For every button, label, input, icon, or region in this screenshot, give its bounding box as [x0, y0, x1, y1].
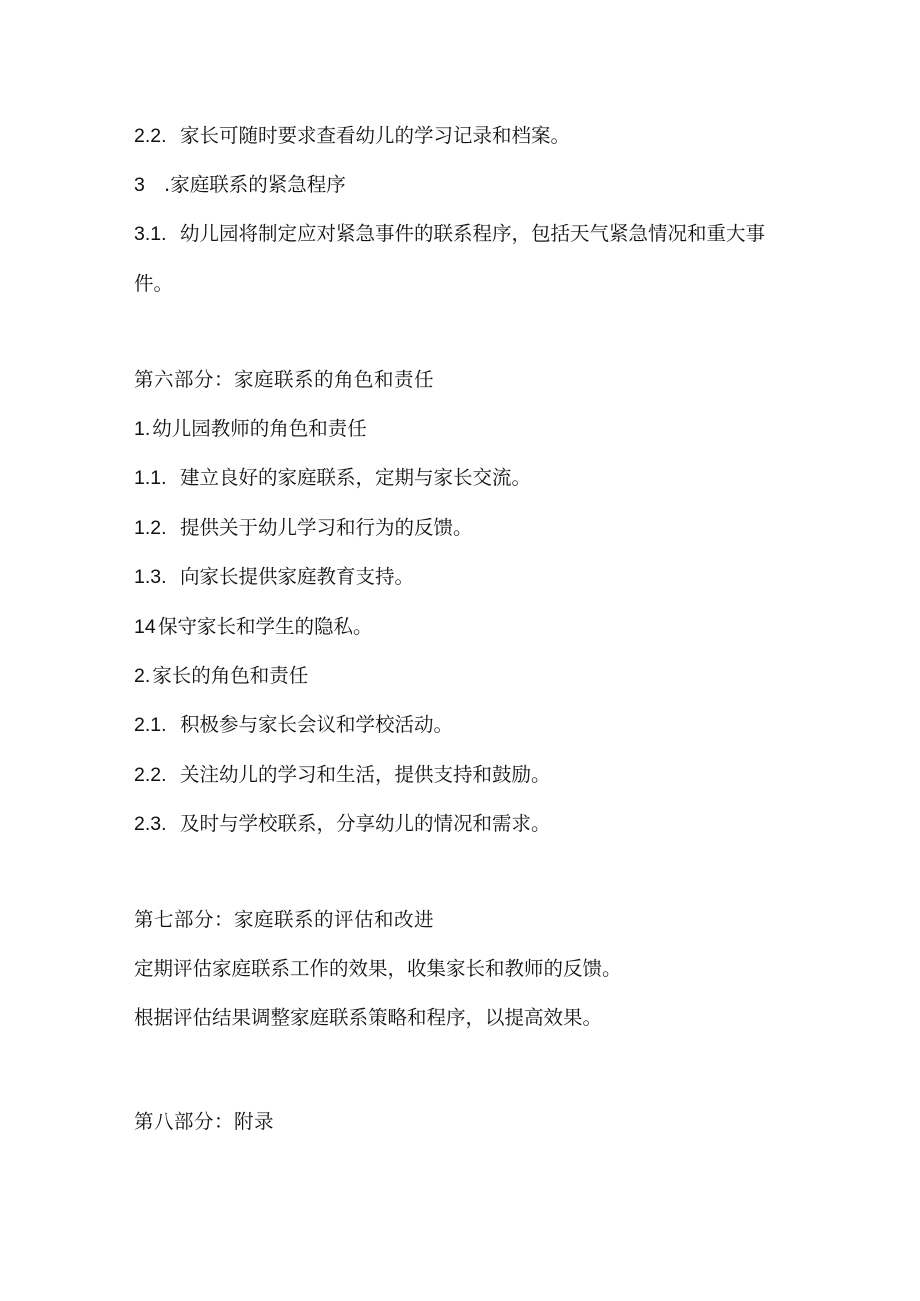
paragraph-evaluation — [134, 957, 622, 981]
clause-number: 14 — [134, 616, 156, 638]
section-1-heading — [134, 417, 367, 441]
clause-text: 关注幼儿的学习和生活，提供支持和鼓励。 — [180, 763, 551, 786]
paragraph-adjustment — [134, 1006, 602, 1030]
part-6-heading — [134, 368, 434, 392]
clause-2-2 — [134, 763, 551, 787]
clause-number: 1.2. — [134, 517, 167, 539]
section-3-heading — [134, 173, 346, 197]
part-title: 第六部分：家庭联系的角色和责任 — [134, 368, 435, 391]
section-number: 2. — [134, 665, 151, 687]
clause-number: 1.1. — [134, 467, 167, 489]
clause-1-2 — [134, 516, 473, 540]
part-title: 第八部分：附录 — [134, 1110, 275, 1133]
clause-3-1-emergency — [134, 222, 765, 246]
clause-number: 2.2. — [134, 764, 167, 786]
clause-2-2-record-access — [134, 124, 570, 148]
section-number: 3 — [134, 174, 145, 196]
part-title: 第七部分：家庭联系的评估和改进 — [134, 908, 435, 931]
clause-text: 提供关于幼儿学习和行为的反馈。 — [180, 516, 473, 539]
section-title: 家长的角色和责任 — [152, 664, 309, 687]
clause-1-1 — [134, 466, 531, 490]
clause-text: 保守家长和学生的隐私。 — [158, 615, 373, 638]
clause-1-3 — [134, 565, 414, 589]
clause-number: 2.3. — [134, 813, 167, 835]
part-7-heading — [134, 908, 434, 932]
clause-text: 家长可随时要求查看幼儿的学习记录和档案。 — [180, 124, 571, 147]
clause-text: 积极参与家长会议和学校活动。 — [180, 713, 454, 736]
clause-text: 幼儿园将制定应对紧急事件的联系程序，包括天气紧急情况和重大事 — [180, 222, 766, 245]
clause-3-1-continuation — [134, 272, 173, 296]
clause-1-4 — [134, 615, 373, 639]
clause-number: 1.3. — [134, 566, 167, 588]
section-2-heading — [134, 664, 308, 688]
clause-number: 2.2. — [134, 125, 167, 147]
clause-number: 2.1. — [134, 714, 167, 736]
clause-text: 及时与学校联系，分享幼儿的情况和需求。 — [180, 812, 551, 835]
clause-2-3 — [134, 812, 551, 836]
section-number: 1. — [134, 418, 151, 440]
paragraph-text: 定期评估家庭联系工作的效果，收集家长和教师的反馈。 — [134, 957, 622, 980]
clause-text: 向家长提供家庭教育支持。 — [180, 565, 415, 588]
clause-2-1 — [134, 713, 453, 737]
section-title: .家庭联系的紧急程序 — [164, 173, 346, 196]
clause-text: 件。 — [134, 272, 174, 295]
paragraph-text: 根据评估结果调整家庭联系策略和程序，以提高效果。 — [134, 1006, 603, 1029]
clause-text: 建立良好的家庭联系，定期与家长交流。 — [180, 466, 532, 489]
part-8-heading — [134, 1110, 274, 1134]
section-title: 幼儿园教师的角色和责任 — [152, 417, 367, 440]
clause-number: 3.1. — [134, 223, 167, 245]
